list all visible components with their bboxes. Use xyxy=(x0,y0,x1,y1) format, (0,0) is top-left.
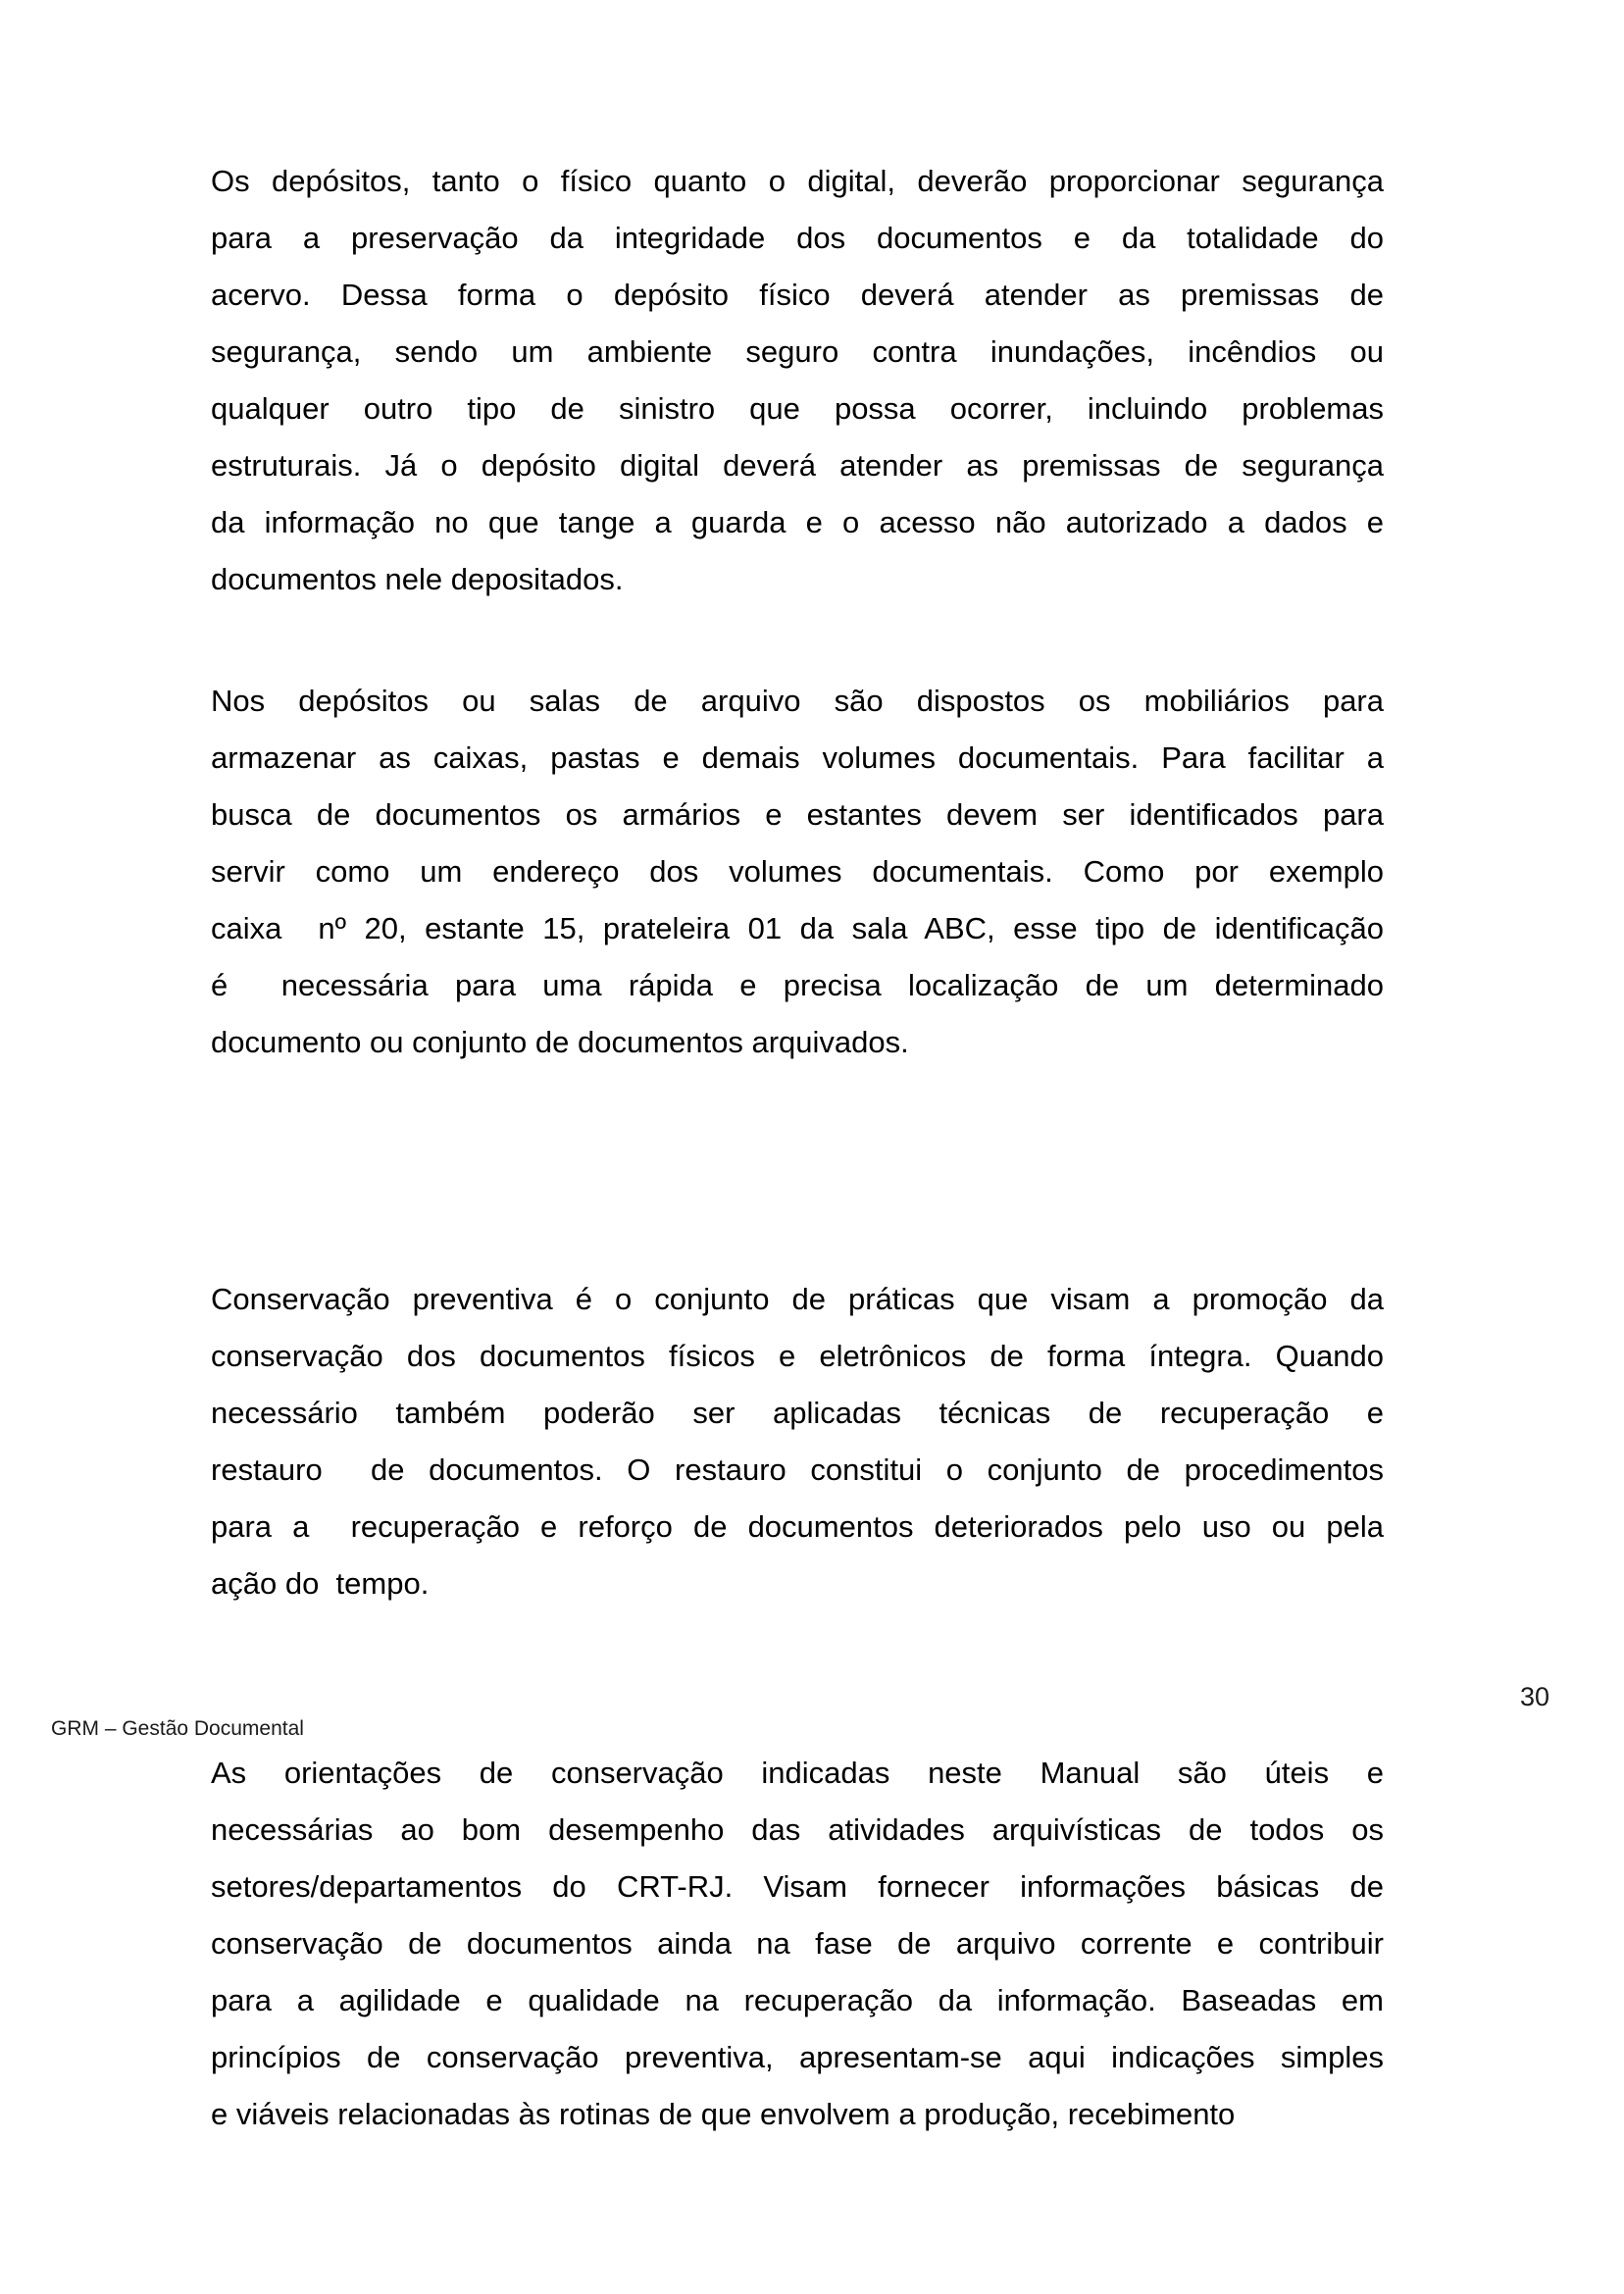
text-line: Nos depósitos ou salas de arquivo são dispostos os mobiliários para xyxy=(211,684,1384,718)
text-line: Os depósitos, tanto o físico quanto o digital, deverão proporcionar segurança xyxy=(211,164,1384,198)
text-line: qualquer outro tipo de sinistro que possa ocorrer, incluindo problemas xyxy=(211,391,1384,426)
text-line: acervo. Dessa forma o depósito físico deverá atender as premissas de xyxy=(211,278,1384,312)
text-line: necessárias ao bom desempenho das atividades arquivísticas de todos os xyxy=(211,1812,1384,1847)
text-line: restauro de documentos. O restauro constitui o conjunto de procedimentos xyxy=(211,1453,1384,1487)
text-line: caixa nº 20, estante 15, prateleira 01 da sala ABC, esse tipo de identificação xyxy=(211,911,1384,945)
text-line: As orientações de conservação indicadas neste Manual são úteis e xyxy=(211,1756,1384,1790)
text-line: e viáveis relacionadas às rotinas de que envolvem a produção, recebimento xyxy=(211,2097,1236,2131)
page-number: 30 xyxy=(1519,1682,1549,1711)
text-line: conservação dos documentos físicos e eletrônicos de forma íntegra. Quando xyxy=(211,1339,1384,1373)
text-line: para a preservação da integridade dos documentos e da totalidade do xyxy=(211,221,1384,255)
paragraph-mobiliarios-enderecamento xyxy=(211,673,1384,1071)
text-line: documento ou conjunto de documentos arquivados. xyxy=(211,1025,909,1059)
paragraph-conservacao-preventiva xyxy=(211,1271,1384,1612)
text-line: conservação de documentos ainda na fase de arquivo corrente e contribuir xyxy=(211,1926,1384,1961)
text-line: ação do tempo. xyxy=(211,1566,430,1601)
text-line: setores/departamentos do CRT-RJ. Visam fornecer informações básicas de xyxy=(211,1869,1384,1904)
text-line: armazenar as caixas, pastas e demais volumes documentais. Para facilitar a xyxy=(211,740,1384,775)
text-line: para a recuperação e reforço de documentos deteriorados pelo uso ou pela xyxy=(211,1509,1384,1544)
paragraph-depositos-seguranca xyxy=(211,153,1384,608)
text-line: é necessária para uma rápida e precisa localização de um determinado xyxy=(211,968,1384,1002)
text-line: princípios de conservação preventiva, apresentam-se aqui indicações simples xyxy=(211,2040,1384,2074)
footer-document-title: GRM – Gestão Documental xyxy=(51,1717,304,1740)
text-line: segurança, sendo um ambiente seguro contra inundações, incêndios ou xyxy=(211,334,1384,369)
text-line: para a agilidade e qualidade na recuperação da informação. Baseadas em xyxy=(211,1983,1384,2017)
text-line: Conservação preventiva é o conjunto de práticas que visam a promoção da xyxy=(211,1282,1384,1316)
text-line: busca de documentos os armários e estantes devem ser identificados para xyxy=(211,797,1384,832)
text-line: necessário também poderão ser aplicadas técnicas de recuperação e xyxy=(211,1396,1384,1430)
text-line: documentos nele depositados. xyxy=(211,562,624,596)
text-line: servir como um endereço dos volumes documentais. Como por exemplo xyxy=(211,854,1384,889)
paragraph-orientacoes-manual xyxy=(211,1745,1384,2143)
text-line: estruturais. Já o depósito digital deverá atender as premissas de segurança xyxy=(211,448,1384,483)
text-line: da informação no que tange a guarda e o acesso não autorizado a dados e xyxy=(211,505,1384,539)
